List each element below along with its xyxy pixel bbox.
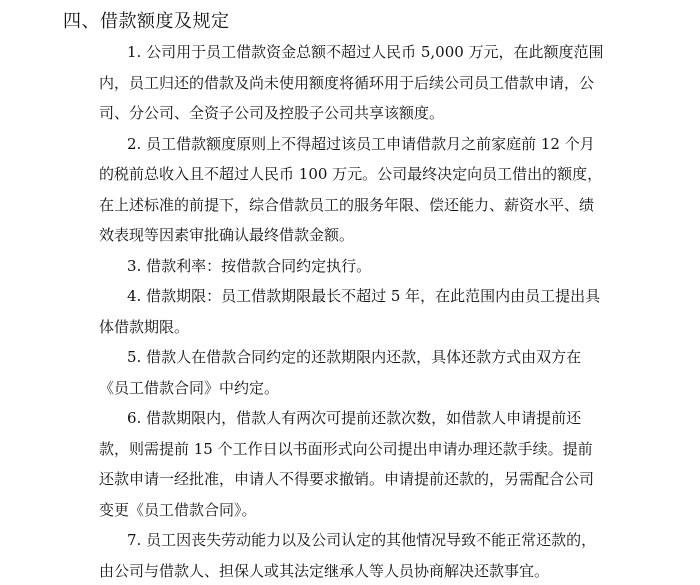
item-1-line-2: 内，员工归还的借款及尚未使用额度将循环用于后续公司员工借款申请，公 [99, 74, 595, 92]
item-5-line-2: 《员工借款合同》中约定。 [99, 379, 280, 397]
item-6-line-1: 6. 借款期限内，借款人有两次可提前还款次数，如借款人申请提前还 [127, 409, 582, 427]
item-7-line-2: 由公司与借款人、担保人或其法定继承人等人员协商解决还款事宜。 [99, 562, 550, 580]
item-2-line-1: 2. 员工借款额度原则上不得超过该员工申请借款月之前家庭前 12 个月 [127, 135, 595, 153]
item-7-line-1: 7. 员工因丧失劳动能力以及公司认定的其他情况导致不能正常还款的， [127, 531, 597, 549]
item-5-line-1: 5. 借款人在借款合同约定的还款期限内还款，具体还款方式由双方在 [127, 348, 582, 366]
item-6-line-2: 款，则需提前 15 个工作日以书面形式向公司提出申请办理还款手续。提前 [99, 440, 593, 458]
item-1-line-3: 司、分公司、全资子公司及控股子公司共享该额度。 [99, 104, 445, 122]
item-1-line-1: 1. 公司用于员工借款资金总额不超过人民币 5,000 万元，在此额度范围 [127, 43, 604, 61]
section-heading: 四、借款额度及规定 [63, 11, 230, 32]
item-3-line-1: 3. 借款利率：按借款合同约定执行。 [127, 257, 372, 275]
item-4-line-1: 4. 借款期限：员工借款期限最长不超过 5 年，在此范围内由员工提出具 [127, 287, 601, 305]
item-6-line-4: 变更《员工借款合同》。 [99, 501, 257, 519]
item-2-line-4: 效表现等因素审批确认最终借款金额。 [99, 226, 355, 244]
item-6-line-3: 还款申请一经批准，申请人不得要求撤销。申请提前还款的，另需配合公司 [99, 470, 595, 488]
item-2-line-2: 的税前总收入且不超过人民币 100 万元。公司最终决定向员工借出的额度， [99, 165, 603, 183]
item-2-line-3: 在上述标准的前提下，综合借款员工的服务年限、偿还能力、薪资水平、绩 [99, 196, 595, 214]
item-4-line-2: 体借款期限。 [99, 318, 190, 336]
